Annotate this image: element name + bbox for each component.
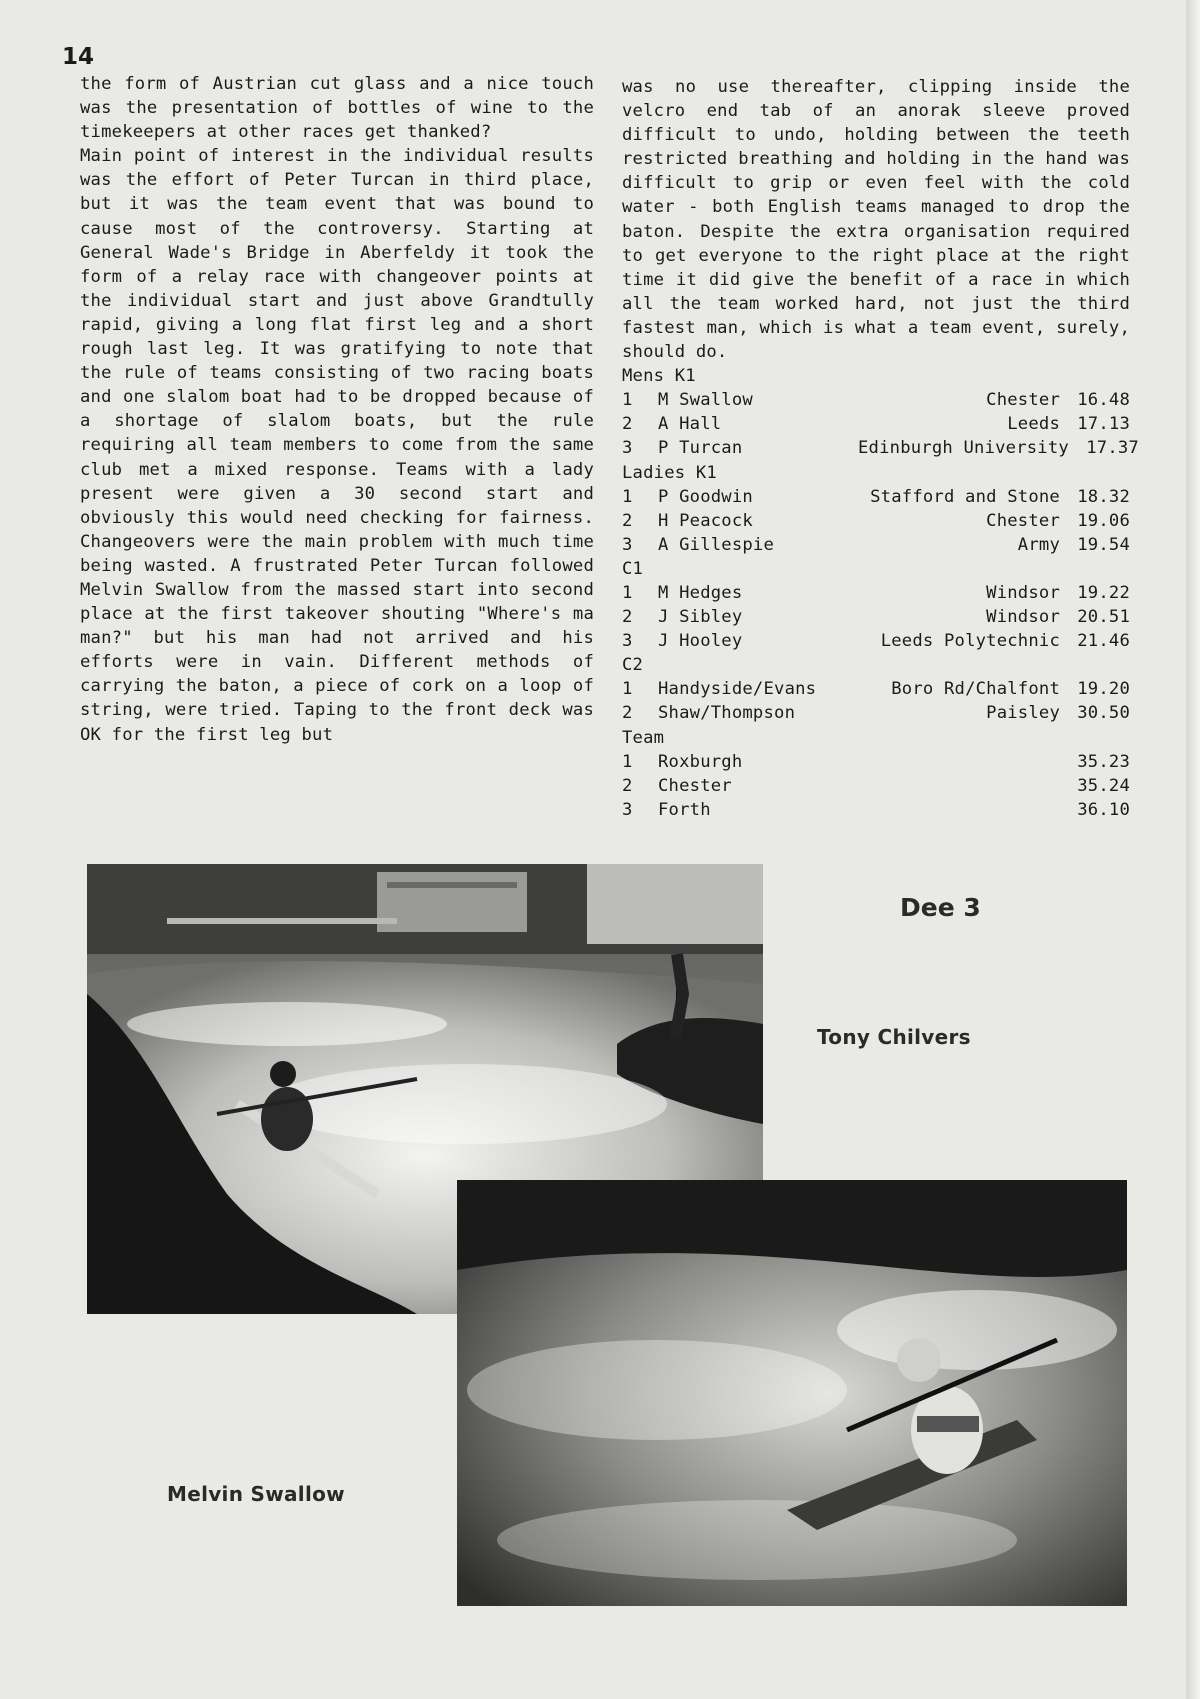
result-name: M Hedges — [658, 582, 743, 603]
result-row — [622, 605, 1130, 629]
result-name: A Hall — [658, 414, 722, 435]
results-section-title: Ladies K1 — [622, 462, 717, 483]
result-name: P Turcan — [658, 438, 743, 459]
result-club: Boro Rd/Chalfont — [891, 679, 1060, 700]
result-time: 20.51 — [1077, 607, 1130, 628]
result-club: Chester — [986, 510, 1060, 531]
result-name: A Gillespie — [658, 534, 775, 555]
result-time: 19.22 — [1077, 582, 1130, 603]
result-club: Stafford and Stone — [870, 486, 1060, 507]
results-section-title: C1 — [622, 558, 644, 579]
result-row — [622, 677, 1130, 701]
result-time: 19.20 — [1077, 679, 1130, 700]
results-section-title: Mens K1 — [622, 366, 696, 387]
result-row — [622, 436, 1139, 460]
article-left-column: the form of Austrian cut glass and a nice touch was the presentation of bottles of wine to the timekeepers at other races get thanked? Main point of interest in the individual results was the effort of Peter Turcan in third place, but it was the team event that was bound to cause most of the controversy. Starting at General Wade's Bridge in Aberfeldy it took the form of a relay race with changeover points at the individual start and just above Grandtully rapid, giving a long flat first leg and a short rough last leg. It was gratifying to note that the rule of teams consisting of two racing boats and one slalom boat had to be dropped because of a shortage of slalom boats, but the rule requiring all team members to come from the same club met a mixed response. Teams with a lady present were given a 30 second start and obviously this would need checking for fairness. Changeovers were the main problem with much time being wasted. A frustrated Peter Turcan followed Melvin Swallow from the massed start into second place at the first takeover shouting "Where's ma man?" but his man had not arrived and his efforts were in vain. Different methods of carrying the baton, a piece of cork on a loop of string, were tried. Taping to the front deck was OK for the first leg but — [80, 74, 594, 745]
article-right-column — [622, 75, 1139, 822]
result-name: J Hooley — [658, 631, 743, 652]
result-time: 35.23 — [1077, 751, 1130, 772]
result-name: M Swallow — [658, 390, 753, 411]
result-club — [858, 774, 1066, 798]
result-name: P Goodwin — [658, 486, 753, 507]
results-list — [622, 364, 1139, 822]
result-position: 3 — [622, 438, 633, 459]
result-position: 2 — [622, 703, 633, 724]
result-position: 1 — [622, 679, 633, 700]
result-club: Windsor — [986, 607, 1060, 628]
result-time: 16.48 — [1077, 390, 1130, 411]
results-section-title: Team — [622, 727, 665, 748]
result-position: 2 — [622, 414, 633, 435]
result-club: Chester — [986, 390, 1060, 411]
results-section-title: C2 — [622, 655, 644, 676]
result-row — [622, 750, 1130, 774]
article-right-paragraph: was no use thereafter, clipping inside the velcro end tab of an anorak sleeve proved difficult to undo, holding between the teeth restricted breathing and holding in the hand was difficult to grip or even feel with the cold water - both English teams managed to drop the baton. Despite the extra organisation required to get everyone to the right place at the right time it did give the benefit of a race in which all the team worked hard, not just the third fastest man, which is what a team event, surely, should do. — [622, 77, 1130, 363]
result-club — [858, 798, 1066, 822]
result-club: Edinburgh University — [858, 438, 1069, 459]
caption-tony-chilvers: Tony Chilvers — [817, 1025, 971, 1049]
page-fold-shadow — [1186, 0, 1200, 1699]
result-club: Paisley — [986, 703, 1060, 724]
result-row — [622, 533, 1130, 557]
caption-melvin-swallow: Melvin Swallow — [167, 1482, 345, 1506]
result-time: 17.13 — [1077, 414, 1130, 435]
result-position: 3 — [622, 631, 633, 652]
result-time: 18.32 — [1077, 486, 1130, 507]
result-position: 3 — [622, 534, 633, 555]
result-time: 19.06 — [1077, 510, 1130, 531]
caption-dee-3: Dee 3 — [900, 893, 981, 922]
result-name: Handyside/Evans — [658, 679, 817, 700]
result-position: 2 — [622, 510, 633, 531]
result-club: Leeds Polytechnic — [880, 631, 1060, 652]
result-row — [622, 509, 1130, 533]
result-row — [622, 485, 1130, 509]
result-time: 36.10 — [1077, 799, 1130, 820]
result-time: 19.54 — [1077, 534, 1130, 555]
result-name: H Peacock — [658, 510, 753, 531]
result-time: 30.50 — [1077, 703, 1130, 724]
result-row — [622, 412, 1130, 436]
result-name: J Sibley — [658, 607, 743, 628]
result-club: Windsor — [986, 582, 1060, 603]
result-club: Leeds — [1007, 414, 1060, 435]
result-row — [622, 774, 1130, 798]
result-position: 3 — [622, 799, 633, 820]
result-row — [622, 388, 1130, 412]
result-row — [622, 581, 1130, 605]
result-position: 2 — [622, 607, 633, 628]
result-club — [858, 750, 1066, 774]
result-position: 1 — [622, 751, 633, 772]
result-row — [622, 701, 1130, 725]
result-row — [622, 629, 1130, 653]
result-name: Chester — [658, 775, 732, 796]
result-time: 17.37 — [1086, 438, 1139, 459]
result-position: 2 — [622, 775, 633, 796]
result-club: Army — [1017, 534, 1060, 555]
photo-tony-chilvers — [457, 1180, 1127, 1606]
result-name: Shaw/Thompson — [658, 703, 796, 724]
result-time: 21.46 — [1077, 631, 1130, 652]
page-number: 14 — [62, 44, 95, 70]
result-position: 1 — [622, 390, 633, 411]
result-row — [622, 798, 1130, 822]
result-time: 35.24 — [1077, 775, 1130, 796]
result-name: Forth — [658, 799, 711, 820]
result-position: 1 — [622, 582, 633, 603]
result-position: 1 — [622, 486, 633, 507]
result-name: Roxburgh — [658, 751, 743, 772]
